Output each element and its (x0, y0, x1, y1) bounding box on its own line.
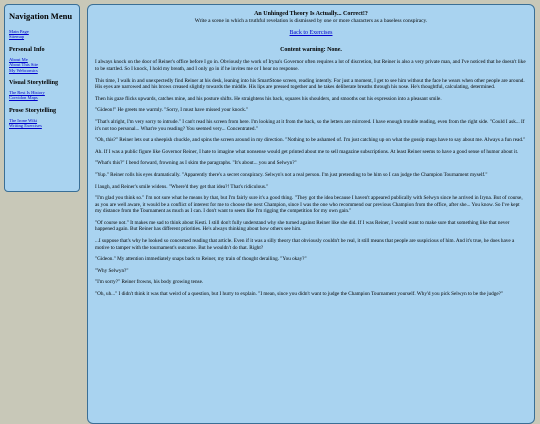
page-title: An Unhinged Theory Is Actually... Correct!? (254, 11, 368, 17)
story-paragraph: "That's alright, I'm very sorry to intrude." I can't read his screen from here. I'm looking at it from the back, so the letters are mirrored. I have enough trouble reading, even from the right side. "Could I ask... If it's not too personal... What're you reading? You seemed very... Concentrated." (95, 118, 525, 132)
sidebar-heading-personal-info: Personal Info (9, 45, 45, 53)
sidebar-link-corvidon-maps[interactable]: Corvidon Maps (9, 95, 38, 101)
sidebar-link-writing-exercises[interactable]: Writing Exercises (9, 123, 42, 129)
sidebar-heading-prose-storytelling: Prose Storytelling (9, 106, 57, 114)
back-to-exercises-link[interactable]: Back to Exercises (289, 30, 333, 37)
sidebar-link-sitemap[interactable]: Sitemap (9, 34, 25, 40)
sidebar-link-my-webcomics[interactable]: My Webcomics (9, 67, 38, 73)
story-paragraph: "Oh, this?" Reiner lets out a sheepish chuckle, and spins the screen around in my direction. "Nothing to be ashamed of. I'm just catching up on what the gossip mags have to say about me. Always a fun read." (95, 137, 526, 144)
sidebar-title: Navigation Menu (9, 11, 73, 21)
story-paragraph: "Oh, uh..." I didn't think it was that weird of a question, but I hurry to explain. "I mean, since you didn't want to judge the Champion Tournament yourself. Why'd you pick Selwyn to be the judge?" (95, 291, 504, 298)
sidebar-link-main-page[interactable]: Main Page (9, 29, 29, 34)
story-paragraph: "Gideon!" He greets me warmly. "Sorry, I must have missed your knock." (95, 107, 249, 114)
story-paragraph: This time, I walk in and unexpectedly find Reiner at his desk, leaning into his SmartStone screen, reading intently. For just a moment, I get to see him without the face he wears when other people are around. His eyes are narrowed and his brows creased slightly towards the middle. His lips are pressed together and he takes deliberate breaths through his nose. He's thoughtful, calculating, determined. (95, 77, 525, 91)
sidebar-link-about-me[interactable]: About Me (9, 56, 28, 62)
story-paragraph: ...I suppose that's why he looked so concerned reading that article. Even if it was a silly theory that obviously couldn't be real, it still means that people are suspicious of him. And it's true, he does have a motive to tamper with the tournament's outcome. But he wouldn't do that. Right? (95, 238, 515, 251)
sidebar-link-irone-wiki[interactable]: The Irone Wiki (9, 117, 38, 123)
content-warning: Content warning: None. (280, 46, 342, 53)
story-paragraph: Then his gaze flicks upwards, catches mine, and his posture shifts. He straightens his back, squares his shoulders, and smooths out his expression into a pleasant smile. (95, 95, 442, 102)
story-paragraph: "Gideon." My attention immediately snaps back to Reiner, my train of thought derailing. "You okay?" (95, 256, 307, 263)
navigation-sidebar (4, 4, 80, 192)
story-paragraph: "I'm sorry?" Reiner frowns, his body growing tense. (95, 279, 204, 286)
page-subtitle: Write a scene in which a truthful revelation is dismissed by one or more characters as a baseless conspiracy. (194, 17, 428, 24)
sidebar-link-about-this-site[interactable]: About This Site (9, 62, 39, 68)
story-paragraph: Ah. If I was a public figure like Governor Reiner, I hate to imagine what nonsense would get printed about me to sell magazine subscriptions. At least Reiner seems to have a good sense of humor about it. (95, 148, 519, 155)
story-paragraph: "I'm glad you think so." I'm not sure what he means by that, but I'm fairly sure it's a good thing. "They got the idea because I haven't appeared publically with Selwyn since he arrived in Iryna. But of course, as you are well aware, it would be a conflict of interest for me to choose the next Champion, since I was the one who recommend our previous Champion from the office, after she... You know. So I've kept my distance from the Tournament as much as I can. I don't want to seem like I'm rigging the competition for my own gain." (95, 195, 523, 215)
story-paragraph: I laugh, and Reiner's smile widens. "Where'd they get that idea?! That's ridiculous." (95, 183, 269, 190)
story-paragraph: I always knock on the door of Reiner's office before I go in. Obviously the work of Iryna's Governor often requires a lot of discretion, but Reiner is also a very private man, and I've noticed that he doesn't like to be startled. So I knock, I hold my breath, and I only go in if he invites me or I hear no response. (95, 59, 526, 72)
story-paragraph: "Why Selwyn?" (95, 267, 129, 274)
story-paragraph: "Of course not." It makes me sad to think about Kesti. I still don't fully understand why she turned against Reiner like she did. If I was Reiner, I would want to make sure that something like that never happened again. But Reiner has different priorities. He's always thinking about how others see him. (95, 219, 510, 233)
main-content (87, 4, 535, 424)
sidebar-link-rest-is-history[interactable]: The Rest Is History (9, 90, 45, 96)
sidebar-heading-visual-storytelling: Visual Storytelling (9, 79, 59, 87)
story-paragraph: "Yup." Reiner rolls his eyes dramatically. "Apparently there's a secret conspiracy. Selwyn's not a real person. I'm just pretending to be him so I can judge the Champion Tournament myself." (95, 171, 488, 178)
story-paragraph: "What's this?" I bend forward, frowning as I skim the paragraphs. "It's about... you and Selwyn?" (95, 160, 297, 167)
